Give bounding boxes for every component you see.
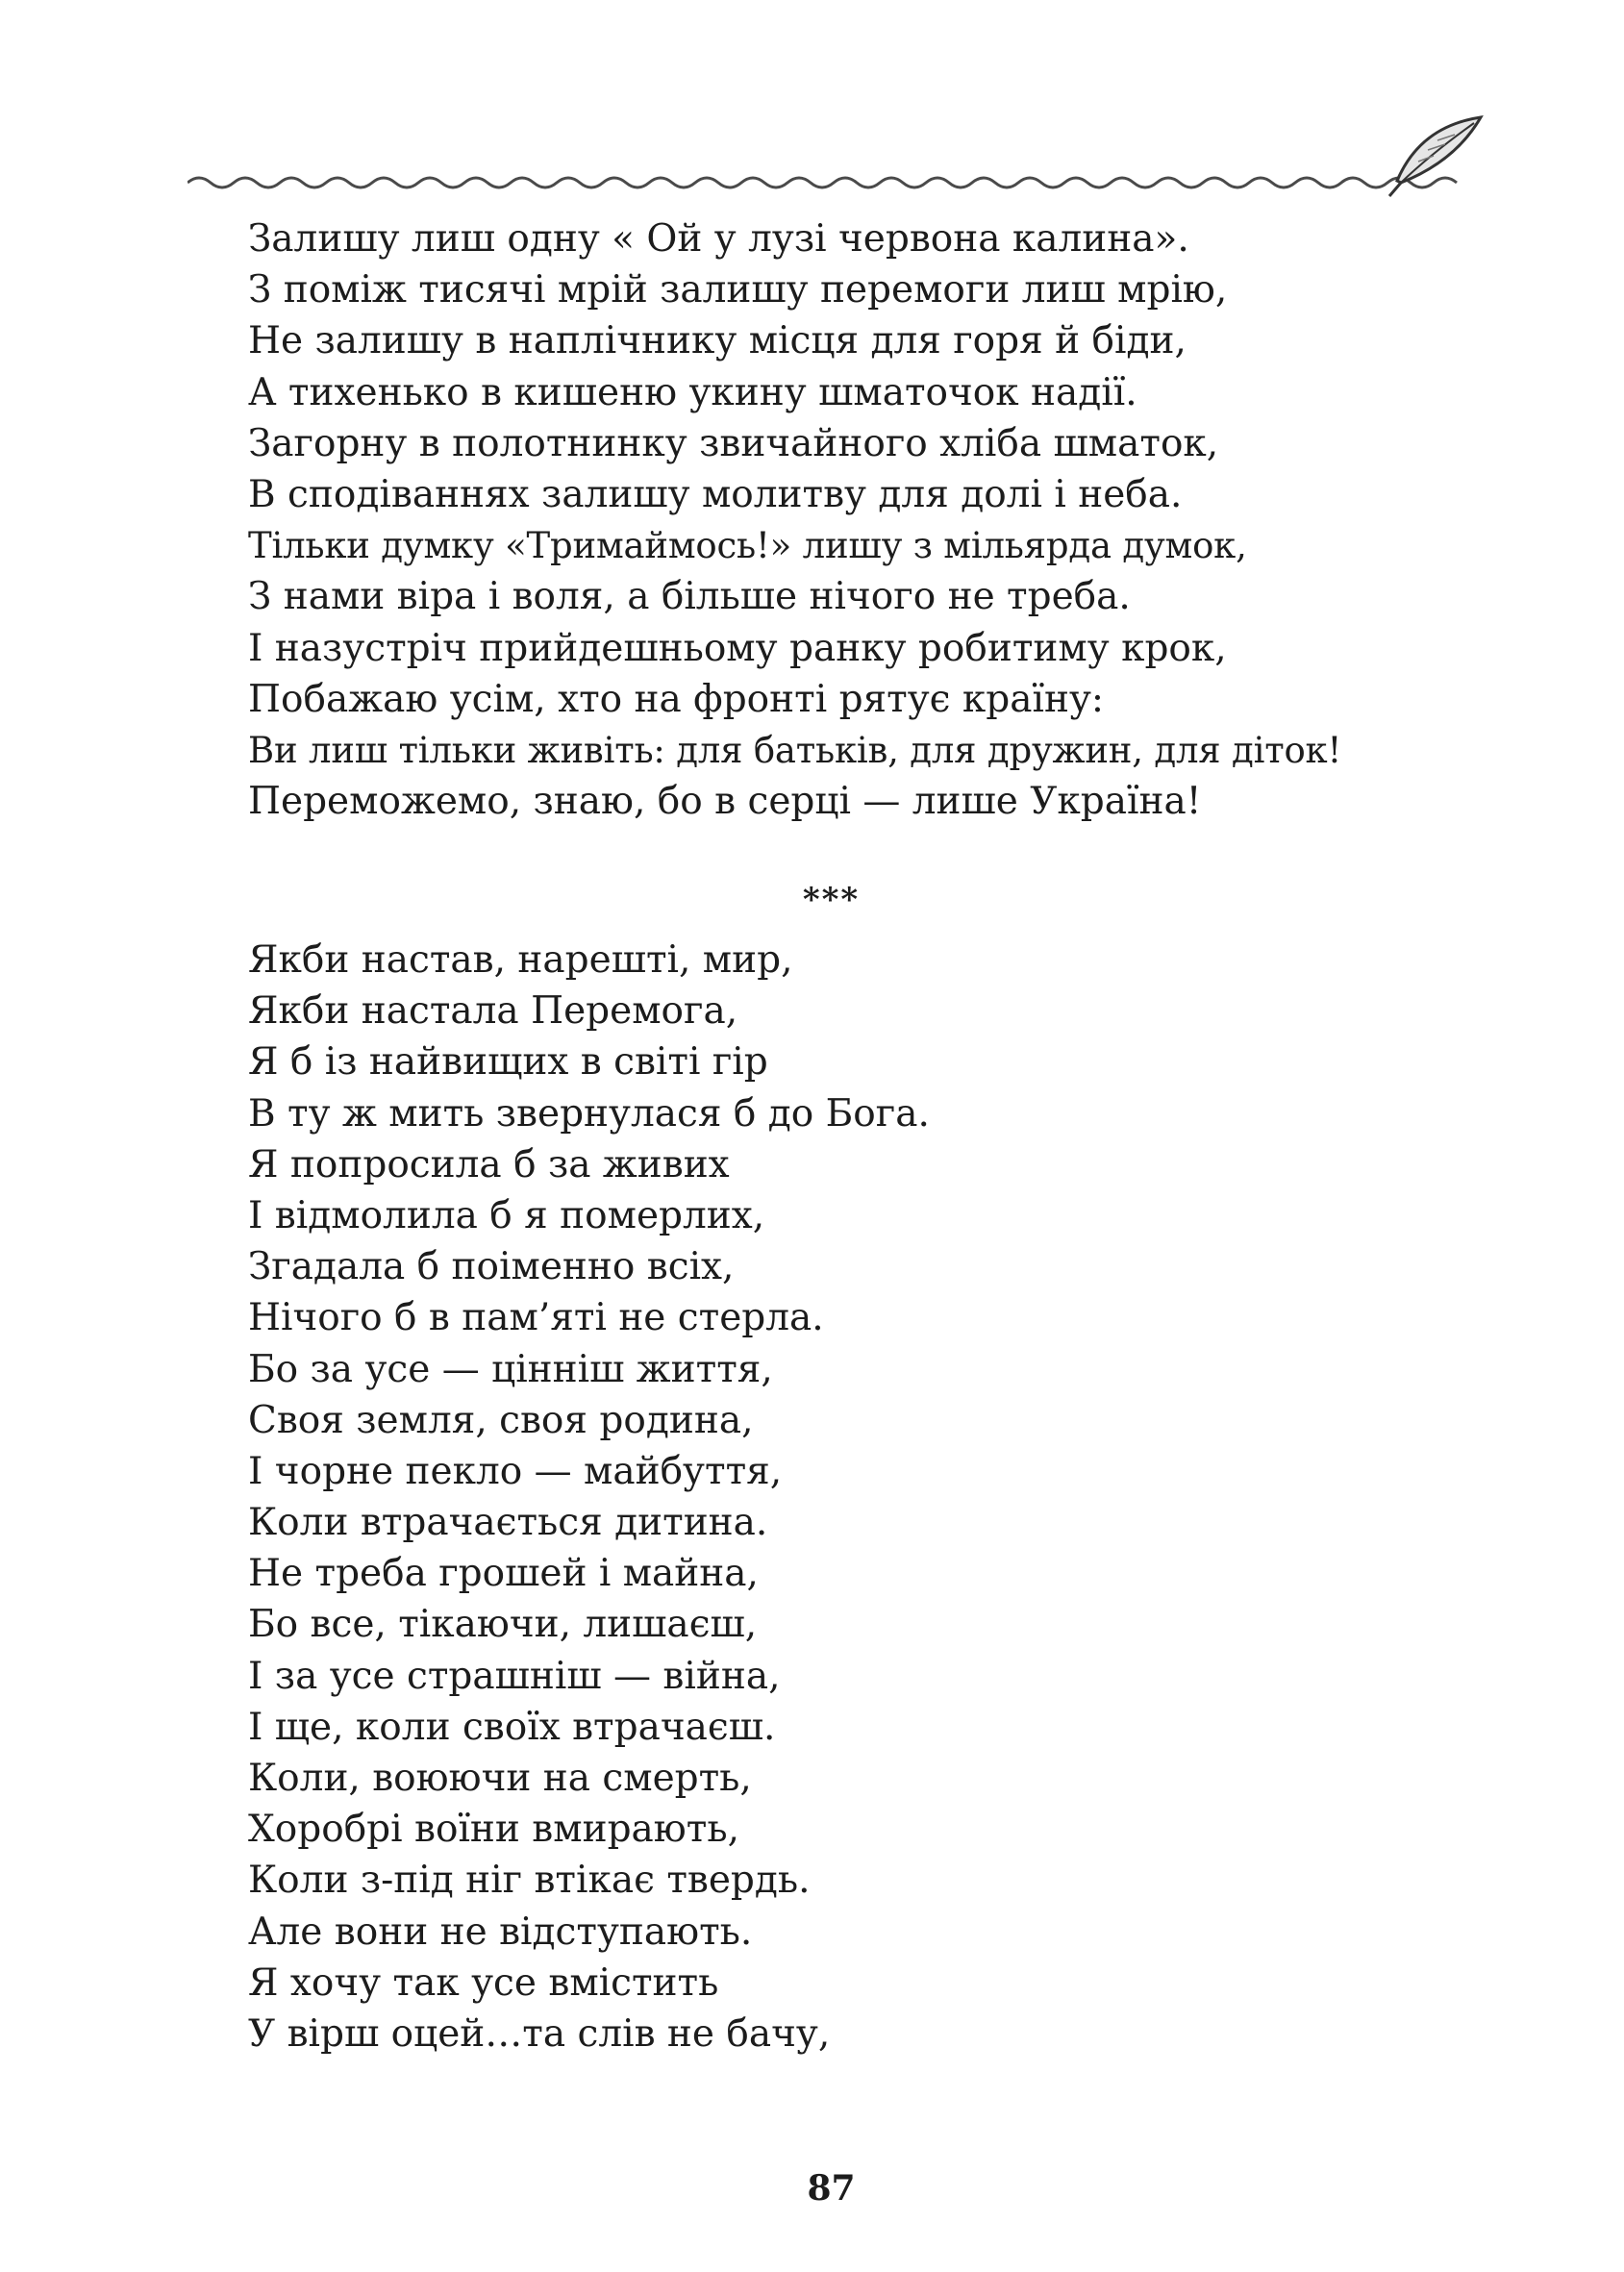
poem-line: І відмолила б я померлих, [248,1193,765,1237]
poem-line: Не залишу в наплічнику місця для горя й біди, [248,319,1187,363]
poem-line: Хоробрі воїни вмирають, [248,1808,739,1852]
feather-quill-icon [1389,117,1481,196]
poem-line: Якби настала Перемога, [248,989,738,1034]
poem-line: Ви лиш тільки живіть: для батьків, для дружин, для діток! [248,729,1342,771]
wavy-line [187,178,1457,187]
poem-line: У вірш оцей…та слів не бачу, [248,2011,831,2056]
poem-first [248,213,1498,827]
poem-line: І ще, коли своїх втрачаєш. [248,1705,776,1749]
poem-line: В сподіваннях залишу молитву для долі і неба. [248,472,1183,516]
poem-line: Своя земля, своя родина, [248,1398,754,1442]
poem-line: А тихенько в кишеню укину шматочок надії. [248,370,1137,414]
header-ornament [187,113,1486,200]
poem-line: Бо за усе — цінніш життя, [248,1347,773,1391]
poem-line: Коли втрачається дитина. [248,1501,768,1545]
poem-line: З поміж тисячі мрій залишу перемоги лиш мрію, [248,268,1228,312]
poem-line: Бо все, тікаючи, лишаєш, [248,1603,758,1647]
poem-second [248,935,1498,2060]
poem-line: Коли, воюючи на смерть, [248,1757,752,1800]
poem-line: Переможемо, знаю, бо в серці — лише Україна! [248,780,1202,824]
poem-line: Коли з-під ніг втікає твердь. [248,1859,811,1903]
poem-line: Я хочу так усе вмістить [248,1960,719,2005]
page-number: 87 [807,2168,856,2209]
poem-line: Побажаю усім, хто на фронті рятує країну: [248,677,1105,721]
poem-line: Не треба грошей і майна, [248,1552,759,1596]
poem-line: Згадала б поіменно всіх, [248,1245,735,1289]
poem-line: З нами віра і воля, а більше нічого не треба. [248,575,1131,619]
poem-line: Я б із найвищих в світі гір [248,1040,768,1085]
poem-line: Загорну в полотнинку звичайного хліба шматок, [248,421,1219,465]
poem-line: Нічого б в пам’яті не стерла. [248,1296,824,1340]
poem-line: Я попросила б за живих [248,1142,730,1186]
poem-line: І чорне пекло — майбуття, [248,1449,783,1493]
poem-line: І за усе страшніш — війна, [248,1654,781,1698]
poem-line: В ту ж мить звернулася б до Бога. [248,1091,930,1136]
stanza-separator: *** [802,881,861,919]
poem-line: Якби настав, нарешті, мир, [248,938,793,982]
poem-line: Але вони не відступають. [248,1910,753,1954]
poem-line: І назустріч прийдешньому ранку робитиму крок, [248,626,1227,670]
poem-line: Залишу лиш одну « Ой у лузі червона калина». [248,217,1189,261]
poem-line: Тільки думку «Тримаймось!» лишу з мільярда думок, [248,525,1247,567]
